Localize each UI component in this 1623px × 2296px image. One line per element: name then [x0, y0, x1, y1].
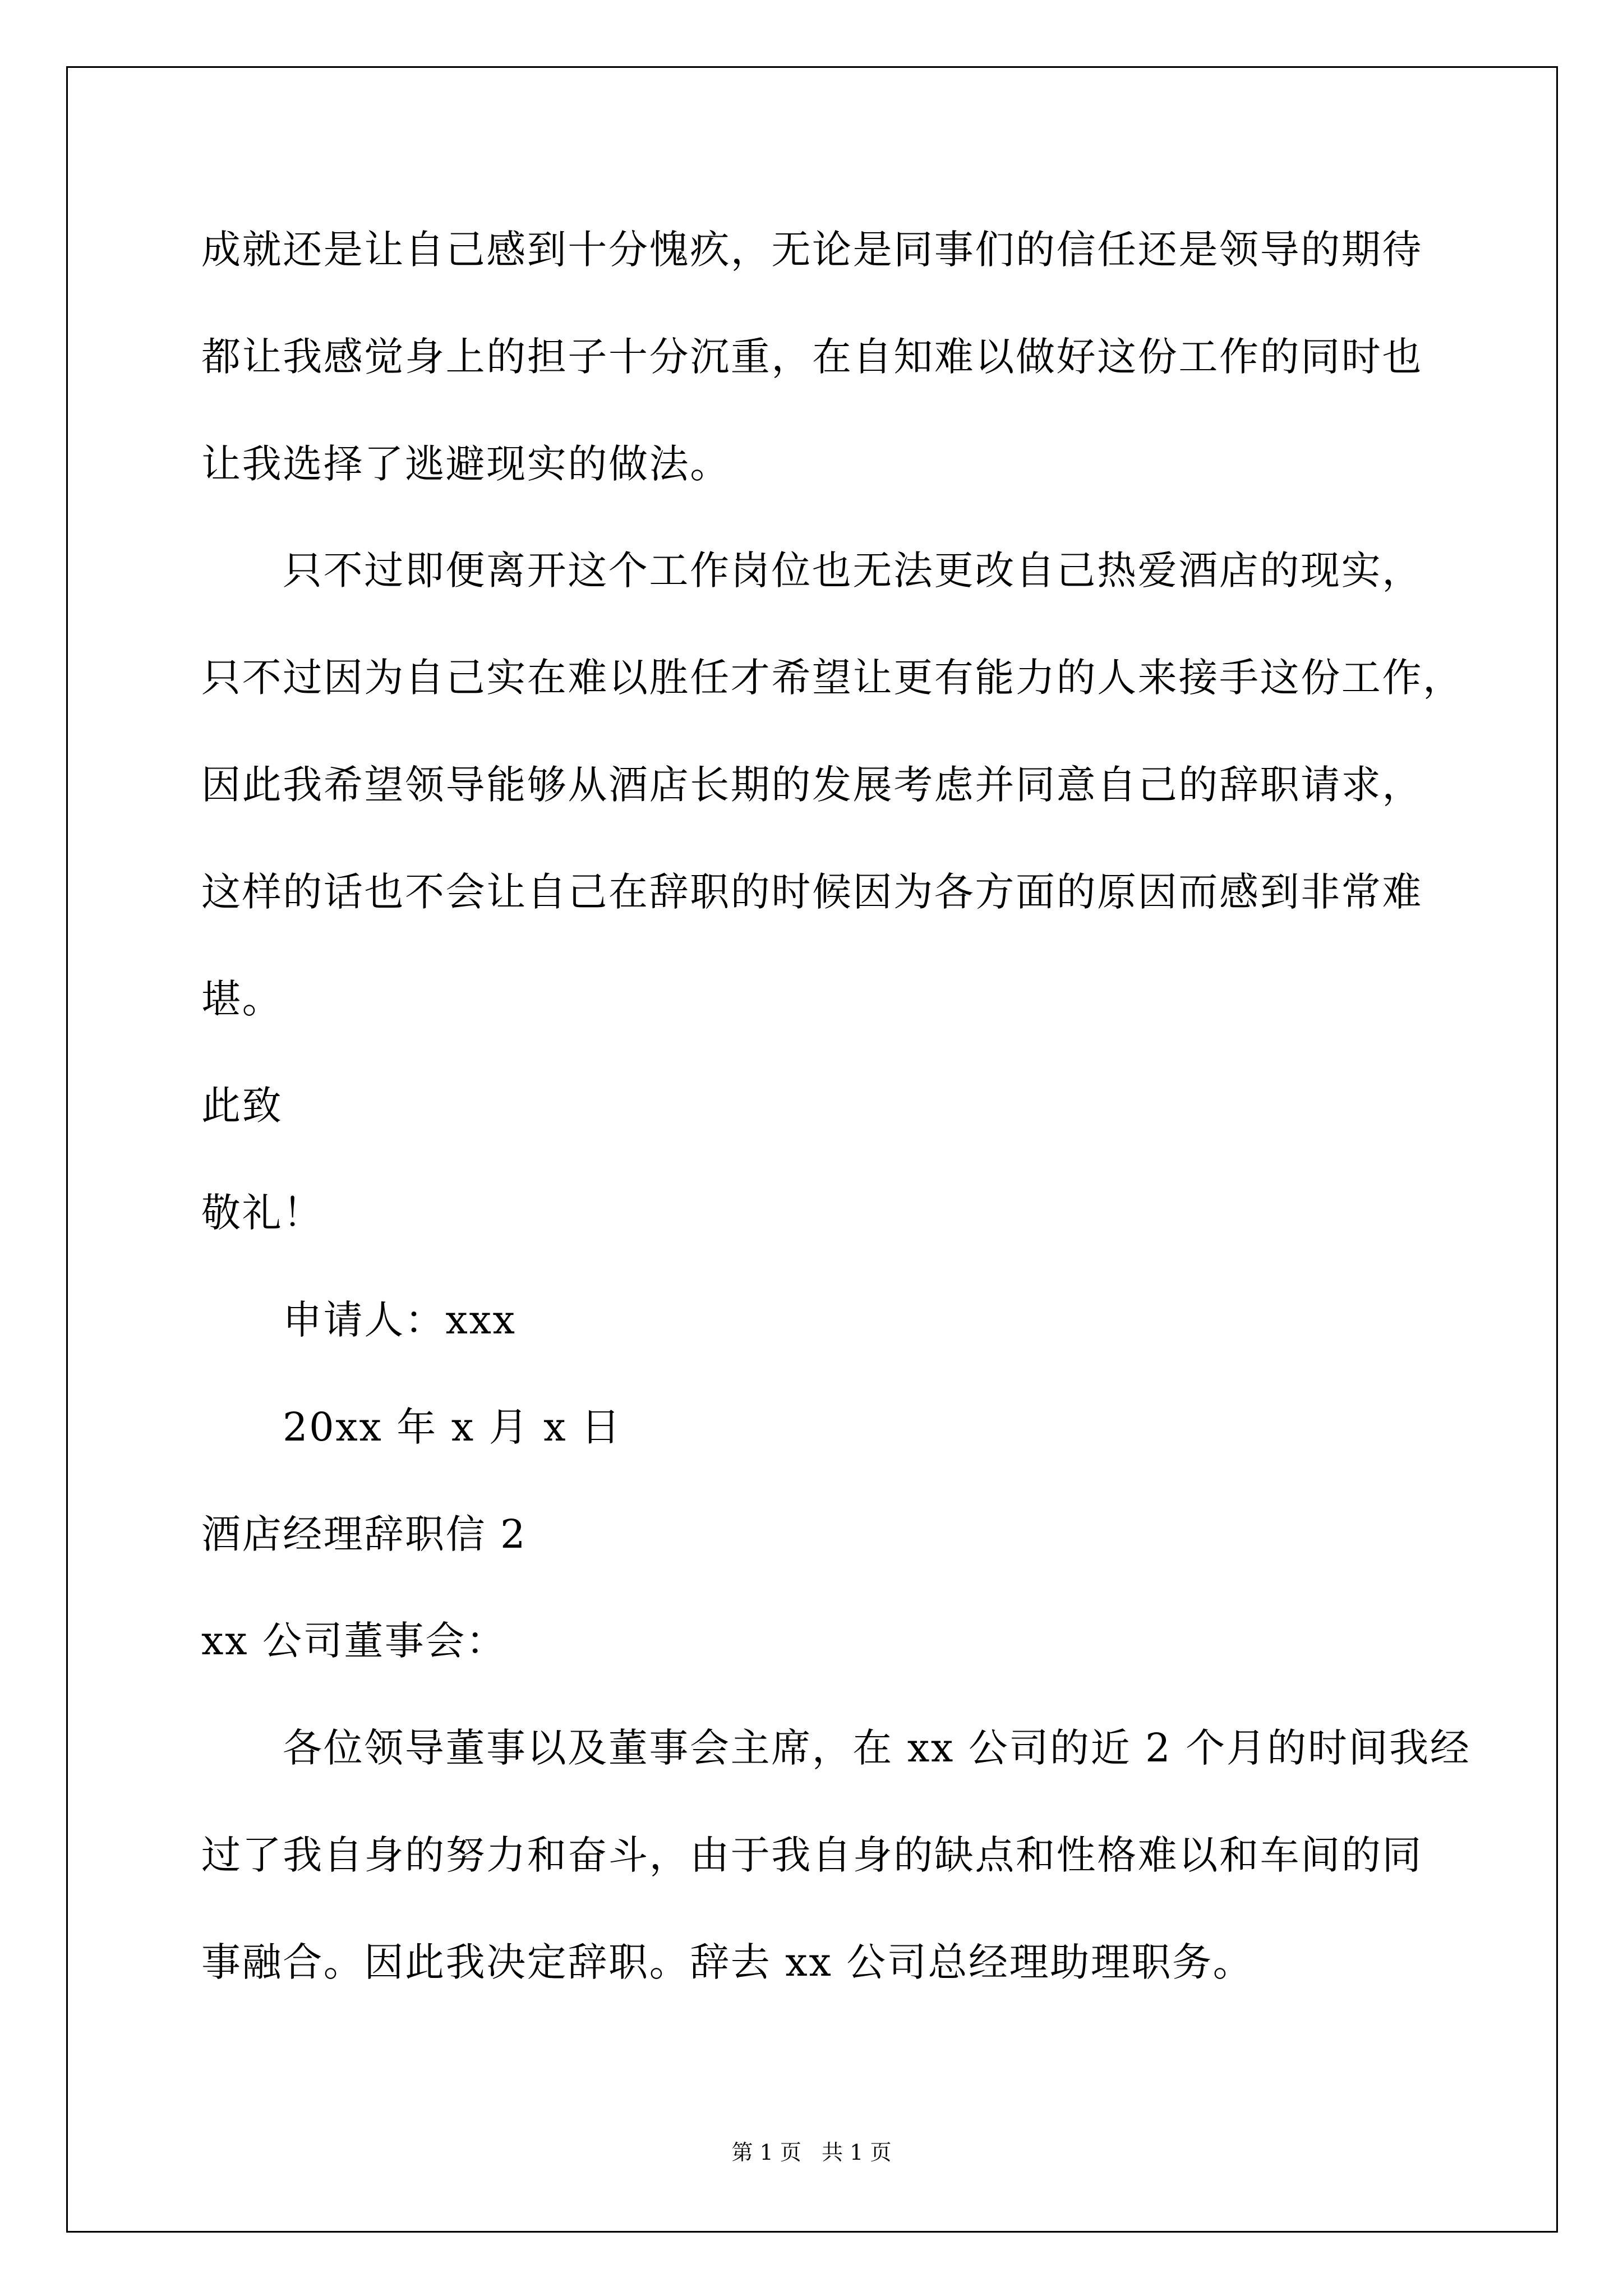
closing-regards: 敬礼！ — [201, 1190, 324, 1236]
text-line: 堪。 — [201, 976, 283, 1022]
page-footer: 第 1 页 共 1 页 — [731, 2140, 892, 2165]
text-line: 事融合。因此我决定辞职。辞去 xx 公司总经理助理职务。 — [201, 1939, 1254, 1985]
text-line: 只不过即便离开这个工作岗位也无法更改自己热爱酒店的现实， — [283, 547, 1423, 594]
section-heading: 酒店经理辞职信 2 — [201, 1511, 527, 1557]
text-line: 各位领导董事以及董事会主席，在 xx 公司的近 2 个月的时间我经 — [283, 1725, 1471, 1772]
letter-addressee: xx 公司董事会： — [201, 1618, 507, 1664]
text-line: 因此我希望领导能够从酒店长期的发展考虑并同意自己的辞职请求， — [201, 761, 1423, 808]
closing-salutation: 此致 — [201, 1083, 283, 1129]
text-line: 让我选择了逃避现实的做法。 — [201, 440, 731, 487]
text-line: 这样的话也不会让自己在辞职的时候因为各方面的原因而感到非常难 — [201, 868, 1423, 915]
text-line: 只不过因为自己实在难以胜任才希望让更有能力的人来接手这份工作， — [201, 655, 1464, 701]
text-line: 都让我感觉身上的担子十分沉重，在自知难以做好这份工作的同时也 — [201, 333, 1423, 380]
text-line: 成就还是让自己感到十分愧疚，无论是同事们的信任还是领导的期待 — [201, 227, 1423, 273]
applicant-signature: 申请人：xxx — [283, 1296, 517, 1343]
text-line: 过了我自身的努力和奋斗，由于我自身的缺点和性格难以和车间的同 — [201, 1832, 1423, 1878]
document-body — [201, 196, 1508, 2016]
letter-date: 20xx 年 x 月 x 日 — [283, 1404, 622, 1450]
